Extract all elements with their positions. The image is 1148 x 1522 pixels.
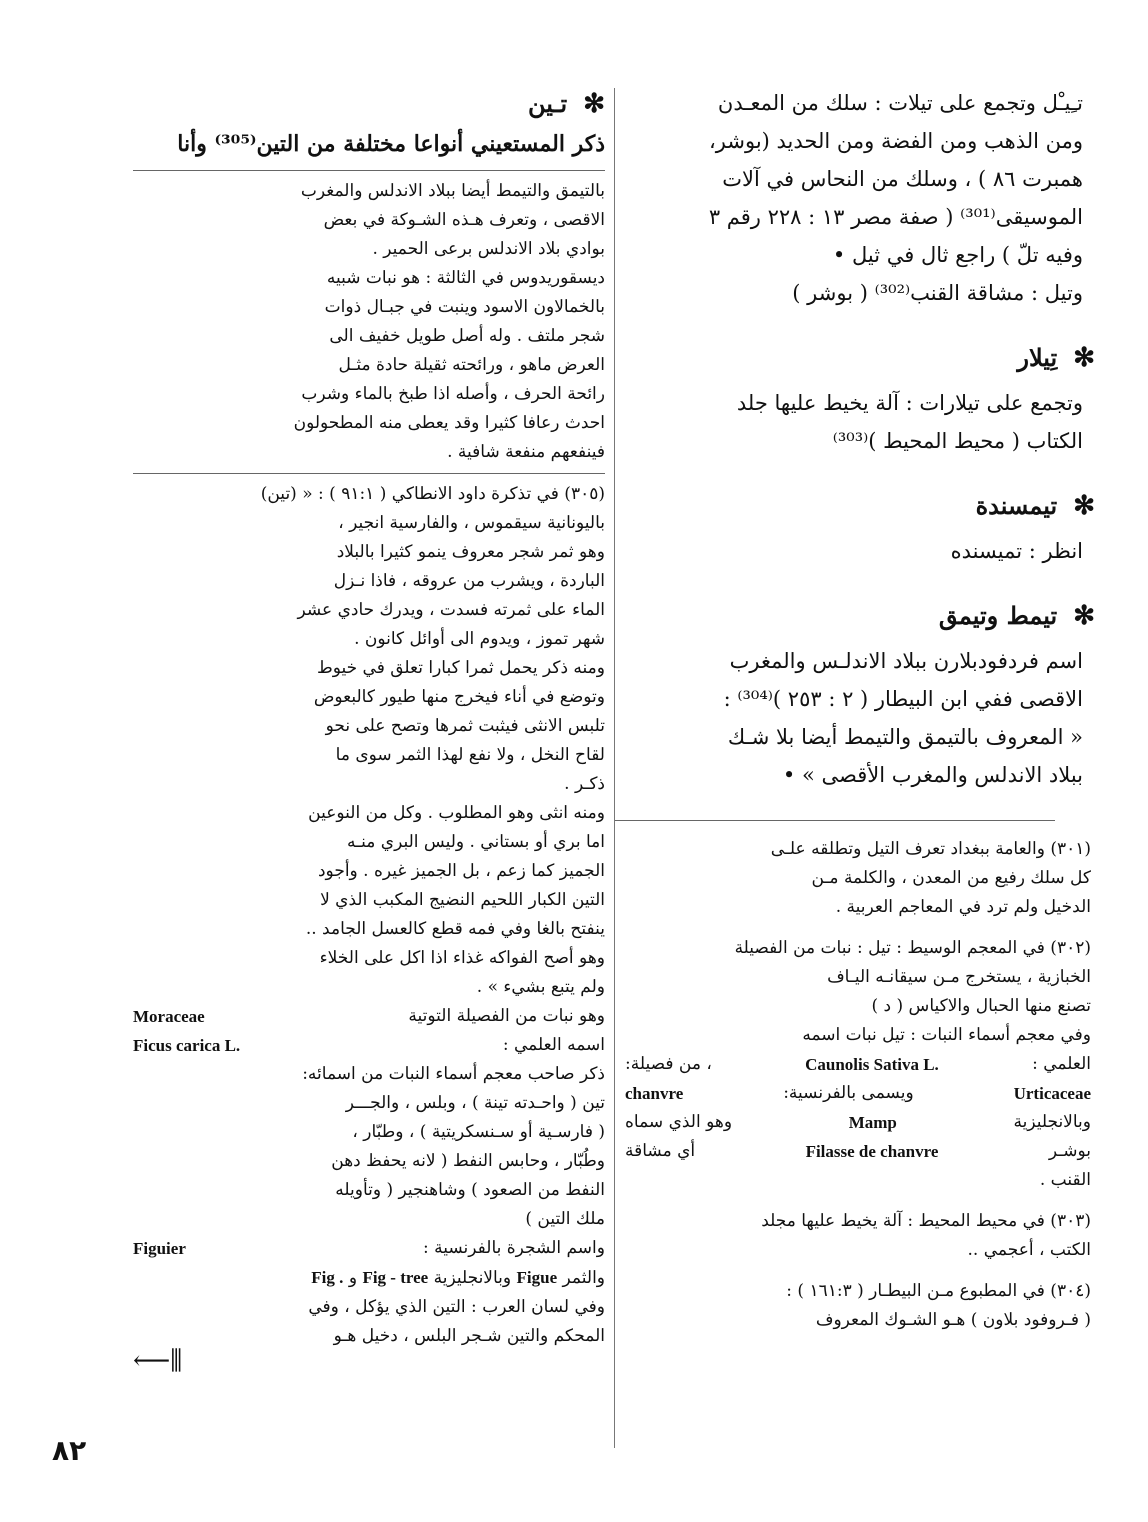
entry-body (625, 642, 1095, 794)
latin-term: Caunolis Sativa L. (805, 1055, 939, 1074)
entry-taymat (625, 596, 1095, 794)
rule (133, 170, 605, 171)
footnote-304 (625, 1277, 1095, 1335)
footnote-line: الدخيل ولم ترد في المعاجم العربية . (835, 897, 1091, 917)
text-line: ( فارسـية أو سـنسكريتية ) ، وطبّار ، (352, 1122, 605, 1142)
footnote-line (625, 1079, 1091, 1108)
footnote-line (625, 1137, 1091, 1166)
asterisk-icon: ✻ (1073, 491, 1095, 521)
footnote-line (625, 1050, 1091, 1079)
text-line: وتيل : مشاقة القنب⁽³⁰²⁾ ( بوشر ) (792, 281, 1083, 305)
arabic-fragment: وهو نبات من الفصيلة التوتية (408, 1006, 605, 1026)
text-line: ينفتح بالغا وفي فمه قطع كالعسل الجامد .. (305, 919, 605, 939)
text-line: لقاح النخل ، ولا نفع لهذا الثمر سوى ما (335, 745, 605, 765)
rule (133, 473, 605, 474)
entry-intro: ذكر المستعيني أنواعا مختلفة من التين⁽³⁰⁵⁾ وأنا (177, 131, 605, 157)
text-line: الباردة ، ويشرب من عروقه ، فاذا نـزل (333, 571, 605, 591)
asterisk-icon: ✻ (583, 89, 605, 119)
arabic-fragment: بوشـر (1048, 1141, 1091, 1161)
text-line: النفط من الصعود ) وشاهنجير ( وتأويله (335, 1180, 605, 1200)
text-line (133, 1002, 605, 1031)
arabic-fragment: والثمر (562, 1268, 605, 1288)
text-line: وفيه تلّ ) راجع ثال في ثيل • (832, 243, 1083, 267)
arabic-fragment: أي مشاقة (625, 1141, 696, 1161)
text-line: ببلاد الاندلس والمغرب الأقصى » • (782, 763, 1083, 787)
continued-footnote (133, 177, 605, 467)
footnote-line: تصنع منها الحبال والاكياس ( د ) (871, 996, 1091, 1016)
latin-term: Moraceae (133, 1007, 205, 1026)
latin-term: Ficus carica L. (133, 1036, 241, 1055)
entry-body (625, 532, 1095, 570)
latin-term: Urticaceae (1013, 1084, 1091, 1103)
asterisk-icon: ✻ (1073, 601, 1095, 631)
footnote-303 (625, 1207, 1095, 1265)
entry-taymasnada (625, 486, 1095, 570)
text-line: ومن الذهب ومن الفضة ومن الحديد (بوشر، (709, 129, 1083, 153)
text-line: المحكم والتين شـجر البلس ، دخيل هـو (333, 1326, 605, 1346)
text-line: شجر ملتف . وله أصل طويل خفيف الى (329, 326, 605, 346)
text-line: بوادي بلاد الاندلس برعى الحمير . (372, 239, 605, 259)
text-line: (٣٠٥) في تذكرة داود الانطاكي ( ٩١:١ ) : « (تين) (260, 484, 605, 504)
footnote-line: ( فـروفود بلاون ) هـو الشـوك المعروف (815, 1310, 1091, 1330)
footnote-305 (133, 480, 605, 1351)
text-line: شهر تموز ، ويدوم الى أوائل كانون . (354, 629, 605, 649)
text-line (133, 1234, 605, 1263)
text-line: وهو ثمر شجر معروف ينمو كثيرا بالبلاد (336, 542, 605, 562)
text-line: ذكـر . (564, 774, 605, 794)
text-line: ملك التين ) (525, 1209, 605, 1229)
arabic-fragment: ، من فصيلة: (625, 1054, 712, 1074)
text-line: وطُبّار ، وحابس النفط ( لانه يحفظ دهن (331, 1151, 605, 1171)
text-line: بالتيمق والتيمط أيضا ببلاد الاندلس والمغرب (300, 181, 605, 201)
right-column (625, 84, 1095, 1347)
text-line: همبرت ٨٦ ) ، وسلك من النحاس في آلات (722, 167, 1083, 191)
latin-term: chanvre (625, 1084, 684, 1103)
arabic-fragment: ويسمى بالفرنسية: (783, 1083, 914, 1103)
footnote-line (625, 1108, 1091, 1137)
latin-term: Mamp (848, 1113, 897, 1132)
text-line: اما بري أو بستاني . وليس البري منـه (347, 832, 605, 852)
headword-text: تِيلار (1017, 343, 1058, 372)
arabic-fragment: وهو الذي سماه (625, 1112, 733, 1132)
footnote-line: الكتب ، أعجمي .. (967, 1240, 1091, 1260)
text-line: التين الكبار اللحيم النضيج المكبب الذي لا (320, 890, 605, 910)
arabic-fragment: واسم الشجرة بالفرنسية : (423, 1238, 605, 1258)
latin-term: Fig - tree (362, 1268, 429, 1287)
text-line: احدث رعافا كثيرا وقد يعطى منه المطحولون (293, 413, 605, 433)
text-line: تـِيـْل وتجمع على تيلات : سلك من المعـدن (717, 91, 1083, 115)
text-line: وفي لسان العرب : التين الذي يؤكل ، وفي (308, 1297, 605, 1317)
arabic-fragment: وبالانجليزية (433, 1268, 512, 1288)
text-line: ولم يتبع بشيء » . (476, 977, 605, 997)
text-line (133, 1263, 605, 1293)
text-line: الماء على ثمرته فسدت ، ويدرك حادي عشر (297, 600, 605, 620)
latin-term: Filasse de chanvre (805, 1142, 939, 1161)
entry-tayl (625, 84, 1095, 312)
footnote-line: (٣٠٣) في محيط المحيط : آلة يخيط عليها مجلد (761, 1211, 1091, 1231)
text-line: باليونانية سيقموس ، والفارسية انجير ، (338, 513, 605, 533)
text-line: الاقصى ، وتعرف هـذه الشـوكة في بعض (323, 210, 605, 230)
text-line: وتجمع على تيلارات : آلة يخيط عليها جلد (736, 391, 1083, 415)
arabic-fragment: اسمه العلمي : (502, 1035, 605, 1055)
asterisk-icon: ✻ (1073, 343, 1095, 373)
text-line (133, 1031, 605, 1060)
text-line: الموسيقى⁽³⁰¹⁾ ( صفة مصر ١٣ : ٢٢٨ رقم ٣ (708, 205, 1083, 229)
headword-text: تـين (527, 89, 568, 118)
text-line: الكتاب ( محيط المحيط )⁽³⁰³⁾ (832, 429, 1083, 453)
footnote-line: القنب . (1039, 1170, 1091, 1190)
latin-term: Fig . (311, 1268, 344, 1287)
text-line: تين ( واحـدته تينة ) ، وبلس ، والجـــر (345, 1093, 605, 1113)
page-number: ٨٢ (52, 1434, 87, 1467)
text-line: ذكر صاحب معجم أسماء النبات من اسمائه: (302, 1064, 605, 1084)
footnote-line: الخبازية ، يستخرج مـن سيقانـه اليـاف (827, 967, 1091, 987)
text-line: ومنه ذكر يحمل ثمرا كبارا تعلق في خيوط (316, 658, 605, 678)
column-divider (614, 88, 615, 1448)
entry-body (625, 84, 1095, 312)
footnote-line: كل سلك رفيع من المعدن ، والكلمة مـن (811, 868, 1091, 888)
text-line: وهو أصح الفواكه غذاء اذا اكل على الخلاء (319, 948, 605, 968)
text-line: انظر : تميسنده (950, 539, 1083, 563)
entry-body (625, 384, 1095, 460)
text-line: العرض ماهو ، ورائحته ثقيلة حادة مثـل (338, 355, 605, 375)
text-line: اسم فردفودبلارن ببلاد الاندلـس والمغرب (729, 649, 1083, 673)
text-line: تلبس الانثى فيثبت ثمرها وتصح على نحو (325, 716, 605, 736)
headword (625, 596, 1095, 636)
latin-term: Figue (516, 1268, 558, 1287)
footnote-line: (٣٠١) والعامة ببغداد تعرف التيل وتطلقه علـى (770, 839, 1091, 859)
text-line: رائحة الحرف ، وأصله اذا طبخ بالماء وشرب (301, 384, 605, 404)
headword (625, 486, 1095, 526)
continuation-arrow-icon: ⟵⫼ (133, 1346, 183, 1376)
footnote-line: وفي معجم أسماء النبات : تيل نبات اسمه (802, 1025, 1091, 1045)
text-line: الجميز كما زعم ، بل الجميز غيره . وأجود (317, 861, 605, 881)
text-line: ومنه انثى وهو المطلوب . وكل من النوعين (308, 803, 605, 823)
text-line: ديسقوريدوس في الثالثة : هو نبات شبيه (326, 268, 605, 288)
headword-text: تيمسندة (975, 491, 1058, 520)
entry-taylar (625, 338, 1095, 460)
footnote-line: (٣٠٤) في المطبوع مـن البيطـار ( ١٦١:٣ ) : (786, 1281, 1091, 1301)
text-line: فينفعهم منفعة شافية . (447, 442, 605, 462)
left-column (133, 84, 605, 1375)
footnote-separator (615, 820, 1055, 821)
footnote-301 (625, 835, 1095, 922)
latin-term: Figuier (133, 1239, 186, 1258)
text-line: بالخمالاون الاسود وينبت في جبـال ذوات (324, 297, 605, 317)
headword (133, 84, 605, 124)
headword-text: تيمط وتيمق (938, 601, 1058, 630)
footnote-line: (٣٠٢) في المعجم الوسيط : تيل : نبات من الفصيلة (734, 938, 1091, 958)
arabic-fragment: العلمي : (1032, 1054, 1091, 1074)
arabic-fragment: و (348, 1268, 358, 1288)
headword (625, 338, 1095, 378)
arabic-fragment: وبالانجليزية (1013, 1112, 1091, 1132)
text-line: الاقصى ففي ابن البيطار ( ٢ : ٢٥٣ )⁽³⁰⁴⁾ : (723, 687, 1083, 711)
text-line: « المعروف بالتيمق والتيمط أيضا بلا شـك (727, 725, 1083, 749)
footnote-302 (625, 934, 1095, 1195)
text-line: وتوضع في أناء فيخرج منها طيور كالبعوض (313, 687, 605, 707)
